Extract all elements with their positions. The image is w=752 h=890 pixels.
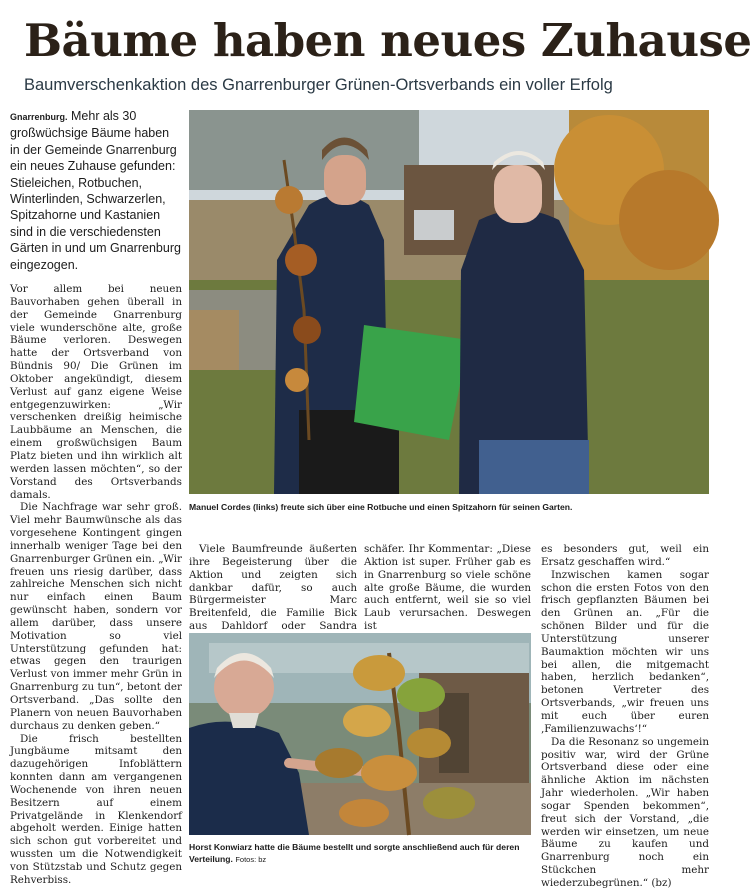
bottom-caption-text: Horst Konwiarz hatte die Bäume bestellt und sorgte anschließend auch für deren Verteilung. (189, 842, 520, 864)
bottom-photo (189, 633, 531, 835)
bottom-photo-caption (189, 842, 531, 865)
body-paragraph: Die Nachfrage war sehr groß. Viel mehr Baumwünsche als das vorgesehene Kontingent gingen innerhalb weniger Tage bei den Gnarrenburger Grünen ein. „Wir freuen uns riesig darüber, dass zahlreiche Menschen sich nicht nur einfach einen Baum gewünscht haben, sondern vor allem darüber, dass unsere Motivation so viel Unterstützung gefunden hat: etwas gegen den traurigen Verlust von immer mehr Grün in Gnarrenburg zu tun“, betont der Ortsverband. „Das sollte den Planern von neuen Bauvorhaben durchaus zu denken geben.“ (10, 501, 182, 732)
body-paragraph: Die frisch bestellten Jungbäume mitsamt den dazugehörigen Infoblättern konnten dann am vergangenen Wochenende von ihren neuen Besitzern auf einem Privatgelände in Klenkendorf abgeholt werden. Einige hatten sich schon gut vorbereitet und wussten um die Notwendigkeit von Stützstab und Schutz gegen Rehverbiss. (10, 732, 182, 886)
body-column-2 (189, 543, 357, 646)
dateline: Gnarrenburg. (10, 112, 68, 122)
subheadline: Baumverschenkaktion des Gnarrenburger Grünen-Ortsverbands ein voller Erfolg (24, 76, 613, 94)
headline: Bäume haben neues Zuhause (24, 14, 752, 67)
body-paragraph: schäfer. Ihr Kommentar: „Diese Aktion ist super. Früher gab es in Gnarrenburg so viele schöne alte große Bäume, die wurden auch entfernt, weil sie so viel Laub verursachen. Deswegen ist (364, 543, 531, 633)
body-paragraph: Vor allem bei neuen Bauvorhaben gehen überall in der Gemeinde Gnarrenburg viele wunderschöne alte, große Bäume verloren. Deswegen hatte der Ortsverband von Bündnis 90/ Die Grünen im Oktober angekündigt, diesem Verlust auf ganz eigene Weise entgegenzuwirken: „Wir verschenken dreißig heimische Laubbäume an Menschen, die einem großwüchsigen Baum Platz bieten und ihn wirklich alt werden lassen möchten“, so der Vorstand des Ortsverbands damals. (10, 283, 182, 501)
body-paragraph: Inzwischen kamen sogar schon die ersten Fotos von den frisch gepflanzten Bäumen bei den Grünen an. „Für die schönen Bilder und für die Unterstützung unserer Baumaktion möchten wir uns bei allen, die mitgemacht haben, herzlich bedanken“, betonen Vertreter des Ortsverbands, „wir freuen uns mit euch über euren ‚Familienzuwachs‘!“ (541, 568, 709, 735)
body-paragraph: Da die Resonanz so ungemein positiv war, wird der Grüne Ortsverband diese oder eine ähnliche Aktion im nächsten Jahr wiederholen. „Wir haben sogar Spenden bekommen“, freut sich der Vorstand, „die werden wir einsetzen, um neue Bäume zu kaufen und Gnarrenburg noch ein Stückchen mehr wiederzubegrünen.“ (bz) (541, 735, 709, 889)
body-column-4 (541, 543, 709, 890)
photo-credit: Fotos: bz (235, 854, 267, 864)
body-paragraph: Viele Baumfreunde äußerten ihre Begeisterung über die Aktion und zeigten sich dankbar dafür, so auch Bürgermeister Marc Breitenfeld, die Familie Bick aus Dahldorf oder Sandra (189, 543, 357, 633)
body-paragraph: es besonders gut, weil ein Ersatz geschaffen wird.“ (541, 543, 709, 568)
lead-text: Mehr als 30 großwüchsige Bäume haben in der Gemeinde Gnarrenburg ein neues Zuhause gefunden: Stieleichen, Rotbuchen, Winterlinden, Schwarzerlen, Spitzahorne und Kastanien sind in die verschiedensten Gärten in und um Gnarrenburg eingezogen. (10, 109, 181, 272)
body-column-1 (10, 283, 182, 887)
top-photo (189, 110, 709, 494)
top-photo-caption: Manuel Cordes (links) freute sich über eine Rotbuche und einen Spitzahorn für seinen Garten. (189, 502, 573, 512)
body-column-3 (364, 543, 531, 633)
lead-paragraph (10, 108, 182, 273)
